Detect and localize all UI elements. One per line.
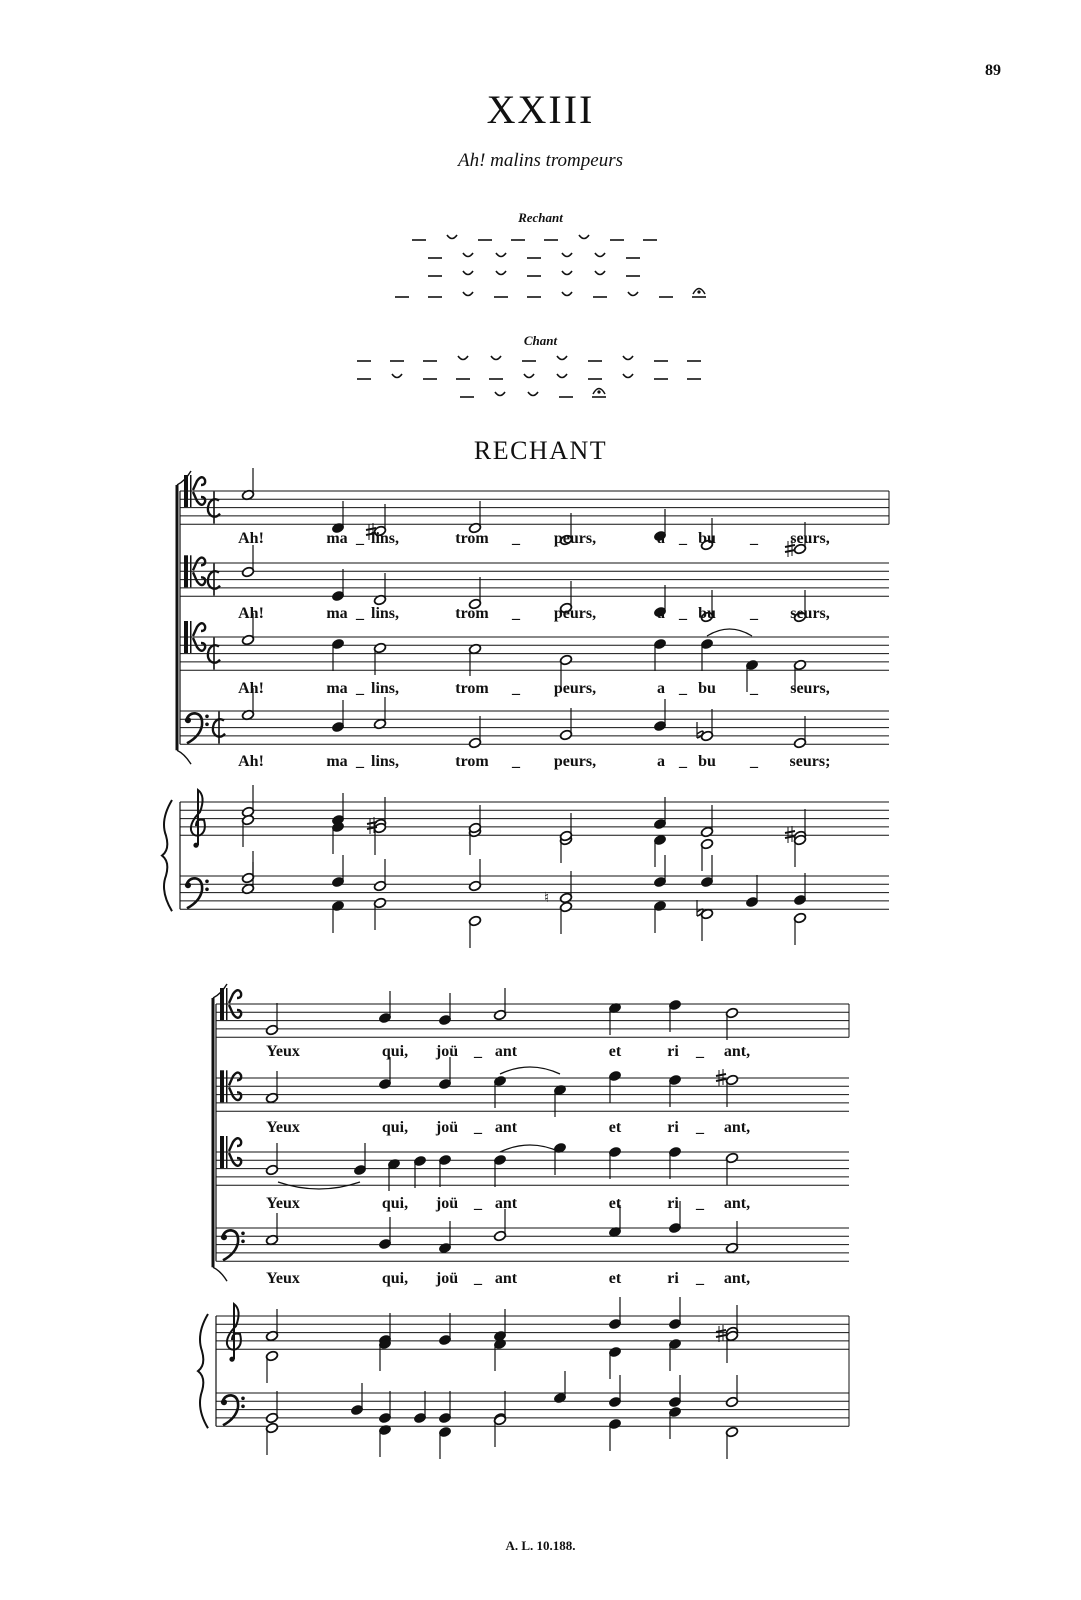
bass-clef-dot [205,715,209,719]
voice4-note [265,1213,278,1246]
piano-bass-note [793,912,806,945]
system2-voice4-staff [216,1228,849,1261]
piano-bass-note [668,1406,681,1439]
voice3-slur [500,1145,560,1152]
lyric-syllable: peurs, [553,605,597,622]
voice3-note [553,1142,566,1175]
lyric-syllable: trom [455,605,489,622]
voice3-note [353,1143,366,1176]
system1-voice1-staff [180,491,889,524]
c-clef-bar [184,621,188,653]
lyric-hyphen: _ [750,753,758,770]
lyric-syllable: peurs, [553,680,597,697]
scansion-rechant-label: Rechant [518,210,563,225]
lyric-hyphen: _ [474,1119,482,1136]
voice4-note [378,1217,391,1250]
lyric-hyphen: _ [750,680,758,697]
lyric-syllable: et [608,1119,622,1136]
voice1-note [438,993,451,1026]
catalog-reference: A. L. 10.188. [505,1538,576,1553]
lyric-syllable: qui, [381,1270,409,1287]
piano-bass-note [265,1391,278,1424]
piano-bass-note [468,915,481,948]
piano-treble-note [438,1313,451,1346]
lyric-syllable: joü [435,1270,459,1287]
voice1-note [378,991,391,1024]
sharp-stroke [716,1335,726,1337]
bass-clef-icon [185,878,209,908]
piano-bass-note [553,1371,566,1404]
lyric-syllable: trom [455,530,489,547]
voice1-note [241,468,254,501]
c-clef-bar [226,988,228,1020]
bracket-hook [177,750,191,764]
lyric-syllable: a [657,530,665,547]
lyric-hyphen: _ [750,530,758,547]
system1-piano-staff-1 [180,802,889,835]
piano-treble-note [241,785,254,818]
lyric-syllable: Yeux [266,1119,300,1136]
c-clef-bar [226,1136,228,1168]
piano-bass-note [373,859,386,892]
lyric-hyphen: _ [356,753,364,770]
lyric-syllable: lins, [370,753,400,770]
bass-clef-icon [185,713,209,743]
piano-treble-note [793,834,806,867]
piano-bass-note [608,1418,621,1451]
lyric-hyphen: _ [696,1195,704,1212]
voice3-note [468,643,481,676]
lyric-syllable: lins, [370,605,400,622]
piano-treble-note [608,1346,621,1379]
c-clef-bar [184,475,188,507]
voice1-note [331,501,344,534]
voice4-note [725,1221,738,1254]
piano-bass-note [725,1375,738,1408]
piano-treble-note [668,1297,681,1330]
c-clef-bar [220,988,224,1020]
lyric-syllable: et [608,1270,622,1287]
c-clef-curve [229,1087,241,1100]
treble-clef-curve [191,790,205,845]
sharp-icon [785,826,795,843]
piano-treble-note [559,830,572,863]
lyric-syllable: bu [698,753,716,770]
lyric-hyphen: _ [696,1119,704,1136]
lyric-syllable: trom [455,753,489,770]
c-clef-bar [220,1136,224,1168]
voice1-note [725,1007,738,1040]
lyric-syllable: peurs, [553,530,597,547]
voice2-note [378,1057,391,1090]
lyric-syllable: ant, [723,1043,751,1060]
lyric-syllable: et [608,1043,622,1060]
system2-voice1-staff [216,1004,849,1037]
lyric-syllable: a [657,680,665,697]
bass-clef-dot [205,880,209,884]
system2-voice3-staff [216,1152,849,1185]
bass-clef-icon [221,1395,245,1425]
piano-bass-note [331,855,344,888]
lyric-syllable: et [608,1195,622,1212]
c-clef-curve [193,638,205,651]
piano-treble-note [241,814,254,847]
bass-clef-dot [205,888,209,892]
piano-bass-note [438,1426,451,1459]
bass-clef-dot [185,882,191,888]
piano-bass-note [653,900,666,933]
bass-clef-icon [221,1230,245,1260]
lyric-syllable: Ah! [238,605,264,622]
lyric-syllable: ant [494,1195,518,1212]
voice1-note [468,501,481,534]
piano-treble-note [331,821,344,854]
piano-bass-note [331,900,344,933]
lyric-syllable: ri [667,1119,679,1136]
c-clef-curve [193,492,205,505]
piece-subtitle: Ah! malins trompeurs [457,150,624,171]
piano-brace-icon [162,800,172,911]
voice2-note [241,545,254,578]
lyric-syllable: ant, [723,1270,751,1287]
c-clef-curve [229,1073,241,1086]
bass-clef-dot [205,723,209,727]
sharp-icon [716,1325,726,1342]
lyric-syllable: ma [326,680,348,697]
c-clef-bar [184,555,188,587]
lyric-syllable: ma [326,530,348,547]
piano-bass-note [350,1383,363,1416]
sharp-stroke [716,1079,726,1081]
lyric-hyphen: _ [356,605,364,622]
bass-clef-dot [241,1232,245,1236]
piano-bass-note [668,1375,681,1408]
voice3-note [493,1154,506,1187]
piano-treble-note [378,1338,391,1371]
system2-voice2-staff [216,1078,849,1111]
lyric-hyphen: _ [512,605,520,622]
system1-piano-staff-2 [180,876,889,909]
voice2-slur [500,1067,560,1074]
flat-icon [697,900,703,916]
lyric-syllable: seurs; [789,753,831,770]
natural-icon: ♮ [544,891,550,906]
piano-bass-note [493,1414,506,1447]
treble-clef-dot [193,843,198,848]
voice2-note [668,1074,681,1107]
voice3-note [653,638,666,671]
lyric-hyphen: _ [356,530,364,547]
piece-number: XXIII [486,87,595,132]
piano-bass-note [468,859,481,892]
lyric-syllable: ri [667,1043,679,1060]
lyric-hyphen: _ [679,753,687,770]
lyric-syllable: Yeux [266,1270,300,1287]
voice4-note [373,697,386,730]
c-clef-curve [193,558,205,571]
system1-voice4-staff [180,711,889,744]
piano-treble-note [331,793,344,826]
lyric-hyphen: _ [750,605,758,622]
c-clef-curve [193,572,205,585]
c-clef-curve [193,477,205,490]
c-clef-curve [229,990,241,1003]
lyric-syllable: lins, [370,680,400,697]
system2-piano-staff-2 [216,1393,849,1426]
bass-clef-dot [241,1240,245,1244]
lyric-syllable: bu [698,530,716,547]
c-clef-curve [229,1005,241,1018]
lyric-hyphen: _ [474,1270,482,1287]
sharp-stroke [716,1074,726,1076]
voice4-note [468,716,481,749]
piano-bass-note [378,1391,391,1424]
piano-treble-note [493,1338,506,1371]
lyric-syllable: seurs, [790,605,830,622]
voice4-note [559,708,572,741]
lyric-syllable: bu [698,605,716,622]
piano-brace-icon [198,1314,208,1428]
lyric-syllable: joü [435,1119,459,1136]
lyric-syllable: joü [435,1043,459,1060]
lyric-hyphen: _ [679,605,687,622]
voice4-note [493,1209,506,1242]
lyric-syllable: Yeux [266,1043,300,1060]
bass-clef-dot [241,1405,245,1409]
voice3-note [413,1155,426,1188]
lyric-syllable: ma [326,605,348,622]
voice2-note [373,573,386,606]
voice3-note [265,1143,278,1176]
c-clef-bar [190,621,192,653]
lyric-syllable: peurs, [553,753,597,770]
piano-bass-note [413,1391,426,1424]
lyric-syllable: lins, [370,530,400,547]
piano-bass-note [608,1375,621,1408]
lyric-hyphen: _ [696,1043,704,1060]
voice1-note [265,1003,278,1036]
piano-treble-note [608,1297,621,1330]
lyric-hyphen: _ [679,680,687,697]
voice2-note [725,1074,738,1107]
system1-voice3-staff [180,637,889,670]
lyric-hyphen: _ [512,753,520,770]
lyric-syllable: ant [494,1119,518,1136]
lyric-syllable: seurs, [790,680,830,697]
treble-clef-curve [227,1304,241,1359]
piano-bass-note [265,1422,278,1455]
bass-clef-dot [241,1397,245,1401]
piano-treble-note [468,822,481,855]
c-clef-bar [220,1070,224,1102]
lyric-syllable: ant [494,1270,518,1287]
lyric-hyphen: _ [696,1270,704,1287]
lyric-hyphen: _ [679,530,687,547]
treble-clef-dot [229,1357,234,1362]
lyric-syllable: seurs, [790,530,830,547]
lyric-syllable: ri [667,1195,679,1212]
voice3-note [668,1146,681,1179]
sharp-stroke [716,1330,726,1332]
c-clef-curve [229,1153,241,1166]
lyric-hyphen: _ [356,680,364,697]
voice3-note [331,638,344,671]
voice3-slur [707,629,752,636]
voice1-note [668,999,681,1032]
voice3-note [608,1146,621,1179]
lyric-syllable: Ah! [238,753,264,770]
piano-treble-note [725,1330,738,1363]
voice4-note [653,699,666,732]
system1-voice2-staff [180,563,889,596]
lyric-hyphen: _ [512,680,520,697]
lyric-syllable: ri [667,1270,679,1287]
sharp-stroke [785,550,795,552]
lyric-syllable: ma [326,753,348,770]
page-number: 89 [985,62,1001,79]
voice3-note [438,1154,451,1187]
c-clef-bar [190,555,192,587]
lyric-syllable: qui, [381,1195,409,1212]
section-title: RECHANT [473,436,608,465]
lyric-syllable: Ah! [238,680,264,697]
piano-bass-note [559,901,572,934]
piano-treble-note [265,1350,278,1383]
voice4-note [438,1221,451,1254]
piano-bass-note [745,875,758,908]
voice1-note [608,1002,621,1035]
lyric-hyphen: _ [512,530,520,547]
voice2-note [331,569,344,602]
bracket-hook [213,1267,227,1281]
piano-bass-note [725,1426,738,1459]
piano-bass-note [378,1424,391,1457]
voice2-note [438,1057,451,1090]
voice4-note [700,709,713,742]
piano-bass-note [438,1391,451,1424]
c-clef-curve [229,1138,241,1151]
lyric-hyphen: _ [474,1043,482,1060]
lyric-hyphen: _ [474,1195,482,1212]
sharp-stroke [785,831,795,833]
voice3-note [700,638,713,671]
bass-clef-dot [221,1399,227,1405]
lyric-syllable: a [657,605,665,622]
c-clef-bar [190,475,192,507]
voice4-note [793,716,806,749]
voice2-note [265,1071,278,1104]
c-clef-curve [193,623,205,636]
lyric-syllable: qui, [381,1119,409,1136]
bass-clef-dot [185,717,191,723]
lyric-syllable: ant [494,1043,518,1060]
system2-piano-staff-1 [216,1316,849,1349]
lyric-syllable: bu [698,680,716,697]
scansion-chant-label: Chant [523,333,558,348]
piano-bass-note [373,897,386,930]
lyric-syllable: ant, [723,1195,751,1212]
lyric-syllable: qui, [381,1043,409,1060]
piano-bass-note [793,873,806,906]
lyric-syllable: ant, [723,1119,751,1136]
sharp-stroke [785,836,795,838]
voice2-note [553,1084,566,1117]
voice4-note [331,700,344,733]
bass-clef-dot [221,1234,227,1240]
lyric-syllable: Ah! [238,530,264,547]
lyric-syllable: a [657,753,665,770]
lyric-syllable: trom [455,680,489,697]
piano-treble-note [668,1338,681,1371]
lyric-syllable: Yeux [266,1195,300,1212]
voice3-note [387,1158,400,1191]
lyric-syllable: joü [435,1195,459,1212]
piano-treble-note [265,1309,278,1342]
piano-treble-note [493,1309,506,1342]
c-clef-bar [226,1070,228,1102]
